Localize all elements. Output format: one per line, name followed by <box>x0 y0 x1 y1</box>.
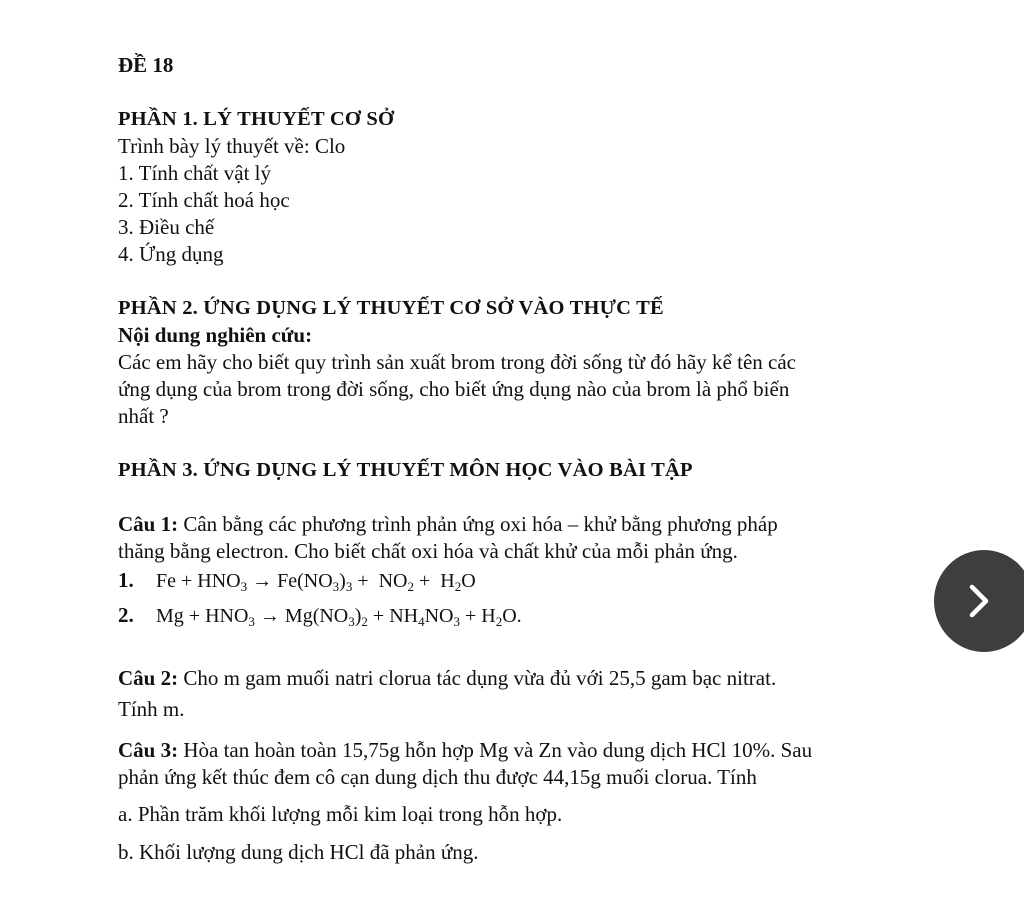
question-2-label: Câu 2: <box>118 666 179 690</box>
part1-heading: PHẦN 1. LÝ THUYẾT CƠ SỞ <box>118 108 395 130</box>
question-1-line1 <box>118 511 778 537</box>
question-2-line2: Tính m. <box>118 697 185 721</box>
part2-text-line: Các em hãy cho biết quy trình sản xuất brom trong đời sống từ đó hãy kể tên các <box>118 350 796 374</box>
question-3-label: Câu 3: <box>118 738 179 762</box>
part2-heading: PHẦN 2. ỨNG DỤNG LÝ THUYẾT CƠ SỞ VÀO THỰC TẾ <box>118 297 664 319</box>
exam-title: ĐỀ 18 <box>118 53 174 77</box>
question-3-part-b: b. Khối lượng dung dịch HCl đã phản ứng. <box>118 840 479 864</box>
part3-heading: PHẦN 3. ỨNG DỤNG LÝ THUYẾT MÔN HỌC VÀO BÀI TẬP <box>118 459 693 481</box>
part2-subheading: Nội dung nghiên cứu: <box>118 323 313 347</box>
part1-item: 1. Tính chất vật lý <box>118 161 271 185</box>
question-3-line2: phản ứng kết thúc đem cô cạn dung dịch thu được 44,15g muối clorua. Tính <box>118 765 757 789</box>
equation-1: 1. $Fe + HNO_3 \to Fe(NO_3)_3 + NO_2 + H_2O$ <box>118 568 476 594</box>
question-1-text: Cân bằng các phương trình phản ứng oxi hóa – khử bằng phương pháp <box>178 512 778 536</box>
part1-item: 2. Tính chất hoá học <box>118 188 290 212</box>
part1-item: 4. Ứng dụng <box>118 242 224 266</box>
chevron-right-icon <box>967 581 993 621</box>
part2-text-line: nhất ? <box>118 404 169 428</box>
question-2-text: Cho m gam muối natri clorua tác dụng vừa đủ với 25,5 gam bạc nitrat. <box>178 666 777 690</box>
part1-item: 3. Điều chế <box>118 215 215 239</box>
equation-1-number: 1. <box>118 568 134 592</box>
question-1-label: Câu 1: <box>118 512 179 536</box>
equation-2: 2. $Mg + HNO_3 \to Mg(NO_3)_2 + NH_4NO_3 + H_2O$. <box>118 603 522 629</box>
question-3-part-a: a. Phần trăm khối lượng mỗi kim loại trong hỗn hợp. <box>118 802 563 826</box>
next-page-button[interactable] <box>934 550 1024 652</box>
equation-2-number: 2. <box>118 603 134 627</box>
question-1-line2: thăng bằng electron. Cho biết chất oxi hóa và chất khử của mỗi phản ứng. <box>118 539 738 563</box>
question-3-line1 <box>118 737 812 763</box>
question-2-line1 <box>118 665 776 691</box>
part2-text-line: ứng dụng của brom trong đời sống, cho biết ứng dụng nào của brom là phổ biến <box>118 377 790 401</box>
part1-intro: Trình bày lý thuyết về: Clo <box>118 134 346 158</box>
question-3-text: Hòa tan hoàn toàn 15,75g hỗn hợp Mg và Zn vào dung dịch HCl 10%. Sau <box>178 738 813 762</box>
